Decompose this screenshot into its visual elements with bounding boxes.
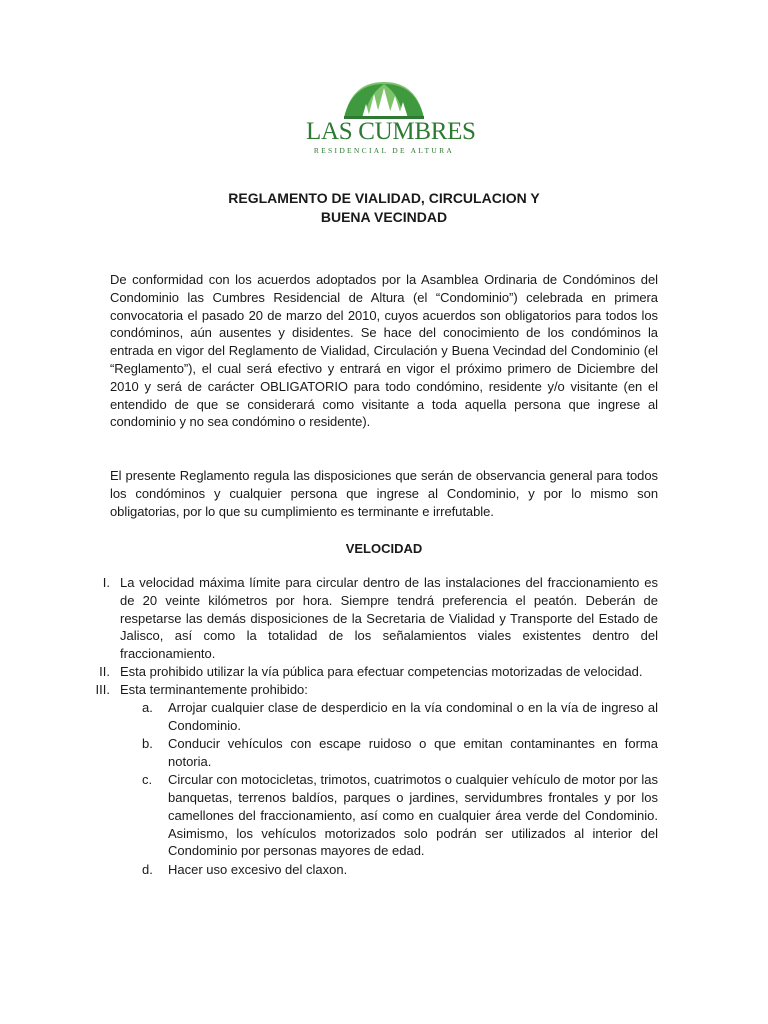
prohibitions-list xyxy=(120,699,658,878)
las-cumbres-logo xyxy=(306,80,476,158)
prohibition-letter: c. xyxy=(142,772,153,788)
section-heading: VELOCIDAD xyxy=(345,541,423,556)
rule-text: Esta terminantemente prohibido: xyxy=(120,681,308,697)
intro-paragraph: De conformidad con los acuerdos adoptados por la Asamblea Ordinaria de Condóminos del Condominio las Cumbres Residencial de Altura (el “Condominio”) celebrada en primera convocatoria el pasado 20 de marzo del 2010, cuyos acuerdos son obligatorios para todos los condóminos, aún ausentes y disidentes. Se hace del conocimiento de los condóminos la entrada en vigor del Reglamento de Vialidad, Circulación y Buena Vecindad del Condominio (el “Reglamento”), el cual será efectivo y entrará en vigor el próximo primero de Diciembre del 2010 y será de carácter OBLIGATORIO para todo condómino, residente y/o visitante (en el entendido de que se considerará como visitante a toda aquella persona que ingrese al condominio y no sea condómino o residente). xyxy=(110,272,658,430)
rules-list xyxy=(60,574,658,879)
mountain-trees-emblem xyxy=(306,80,462,120)
prohibition-text: Hacer uso excesivo del claxon. xyxy=(168,861,348,877)
prohibition-letter: d. xyxy=(142,861,153,877)
rule-number: II. xyxy=(99,663,110,679)
rule-text: Esta prohibido utilizar la vía pública para efectuar competencias motorizadas de velocidad. xyxy=(120,663,643,679)
rule-text: La velocidad máxima límite para circular dentro de las instalaciones del fraccionamiento es de 20 veinte kilómetros por hora. Siempre tendrá preferencia el peatón. Deberán de respetarse las demás disposiciones de la Secretaria de Vialidad y Transporte del Estado de Jalisco, así como la totalidad de los señalamientos viales existentes dentro del fraccionamiento. xyxy=(120,575,658,662)
prohibition-text: Conducir vehículos con escape ruidoso o que emitan contaminantes en forma notoria. xyxy=(168,736,658,769)
prohibition-item xyxy=(120,771,658,860)
prohibition-letter: a. xyxy=(142,700,153,716)
prohibition-item xyxy=(120,735,658,771)
rule-item xyxy=(60,663,658,681)
prohibition-item xyxy=(120,861,658,879)
prohibition-letter: b. xyxy=(142,736,153,752)
title-line-2: BUENA VECINDAD xyxy=(320,209,448,225)
rule-item xyxy=(60,681,658,879)
prohibition-text: Circular con motocicletas, trimotos, cuatrimotos o cualquier vehículo de motor por las banquetas, terrenos baldíos, parques o jardines, servidumbres frontales y por los camellones del fraccionamiento, así como en cualquier área verde del Condominio. Asimismo, los vehículos motorizados solo podrán ser utilizados al interior del Condominio por personas mayores de edad. xyxy=(168,772,658,859)
rule-item xyxy=(60,574,658,663)
logo-tagline: RESIDENCIAL DE ALTURA xyxy=(313,146,455,155)
prohibition-item xyxy=(120,699,658,735)
document-title xyxy=(110,189,658,227)
rule-number: I. xyxy=(102,575,110,590)
scope-paragraph: El presente Reglamento regula las disposiciones que serán de observancia general para todos los condóminos y cualquier persona que ingrese al Condominio, y por lo mismo son obligatorias, por lo que su cumplimiento es terminante e irrefutable. xyxy=(110,468,658,519)
rule-number: III. xyxy=(95,681,110,697)
prohibition-text: Arrojar cualquier clase de desperdicio en la vía condominal o en la vía de ingreso al Condominio. xyxy=(168,700,658,733)
title-line-1: REGLAMENTO DE VIALIDAD, CIRCULACION Y xyxy=(228,190,540,206)
logo-name: LAS CUMBRES xyxy=(306,118,476,145)
